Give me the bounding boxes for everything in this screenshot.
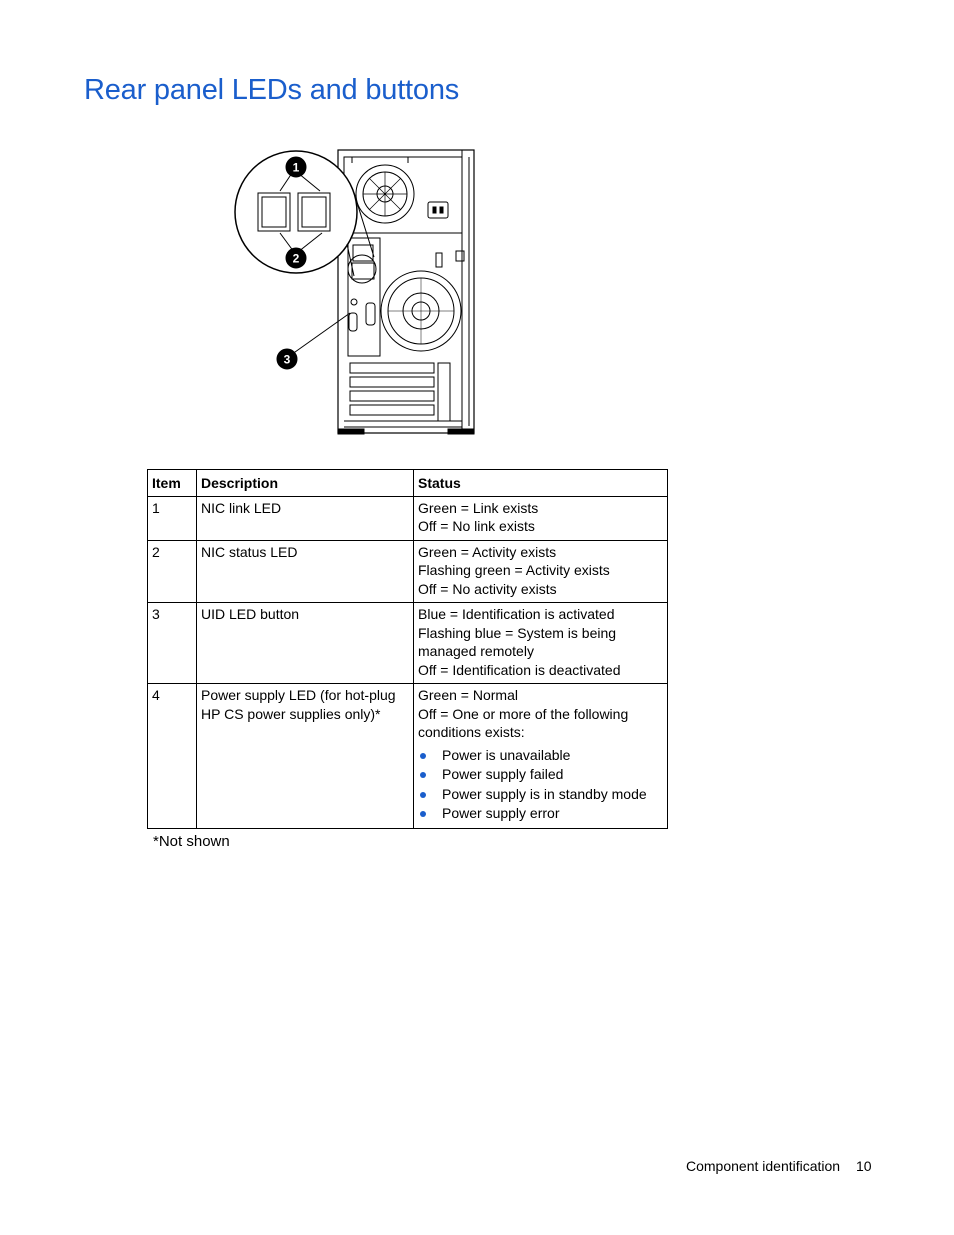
condition-item: Power is unavailable [418,746,663,766]
status-line: Green = Link exists [418,499,539,516]
power-inlet-icon [428,202,448,218]
expansion-slot-3 [350,391,434,401]
table-row [148,540,668,603]
callout-2-label: 2 [292,251,300,266]
row-description: Power supply LED (for hot-plug HP CS power supplies only)* [197,684,414,829]
condition-item: Power supply is in standby mode [418,785,663,805]
callout-2-icon [286,248,306,268]
expansion-slot-2 [350,377,434,387]
header-status: Status [414,470,668,497]
callout-3-icon [277,349,297,369]
status-line: Green = Activity exists [418,543,557,560]
usb-ports-icon [353,245,373,261]
footnote: *Not shown [153,833,230,850]
chassis-foot-right [448,429,474,434]
row-item: 1 [148,496,197,540]
row-status [414,603,668,684]
row-status [414,684,668,829]
expansion-slot-4 [350,405,434,415]
serial-port-icon [366,303,375,325]
row-item: 3 [148,603,197,684]
table-header-row [148,470,668,497]
header-item: Item [148,470,197,497]
status-line: Blue = Identification is activated [418,606,615,622]
footer-section: Component identification [686,1158,841,1174]
status-line: Off = One or more of the following conditions exists: [418,705,629,740]
rear-panel-figure [226,145,486,440]
page-footer [686,1158,872,1174]
row-status [414,496,668,540]
condition-item: Power supply error [418,804,663,824]
row-item: 4 [148,684,197,829]
row-item: 2 [148,540,197,603]
chassis-foot-left [338,429,364,434]
nic-port-icon [352,263,374,279]
row-description: NIC link LED [197,496,414,540]
chassis-side [462,150,469,433]
page-title: Rear panel LEDs and buttons [84,74,460,106]
status-line: Green = Normal [418,687,518,703]
rear-panel-diagram [226,145,486,440]
callout-1-label: 1 [292,160,300,175]
callout-3-label: 3 [283,352,291,367]
vga-port-icon [349,313,357,331]
header-description: Description [197,470,414,497]
row-description: UID LED button [197,603,414,684]
power-supply-bay [344,157,462,233]
table-row [148,603,668,684]
page-number: 10 [856,1158,872,1174]
condition-item: Power supply failed [418,765,663,785]
table-row [148,496,668,540]
led-table [147,469,668,829]
row-status [414,540,668,603]
status-line: Off = No link exists [418,518,535,534]
condition-list [418,746,663,824]
status-line: Flashing green = Activity exists [418,562,610,578]
callout-1-icon [286,157,306,177]
expansion-slot-1 [350,363,434,373]
uid-button-icon [351,299,357,305]
status-line: Off = No activity exists [418,580,557,597]
table-row [148,684,668,829]
row-description: NIC status LED [197,540,414,603]
status-line: Flashing blue = System is being managed remotely [418,624,617,659]
status-line: Off = Identification is deactivated [418,661,621,678]
slot-bracket [438,363,450,421]
